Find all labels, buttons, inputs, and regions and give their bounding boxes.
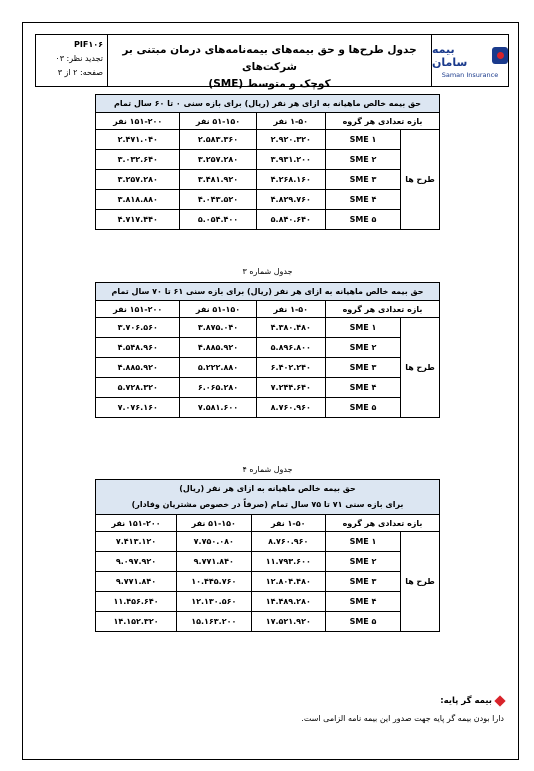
- value-cell: ۴.۷۱۷.۴۴۰: [96, 210, 180, 230]
- value-cell: ۴.۵۴۸.۹۶۰: [96, 338, 180, 358]
- value-cell: ۵.۸۹۶.۸۰۰: [256, 338, 325, 358]
- value-cell: ۳.۴۸۱.۹۲۰: [180, 170, 256, 190]
- value-cell: ۹.۷۷۱.۸۴۰: [177, 552, 251, 572]
- company-logo: [432, 35, 508, 86]
- table-row: [96, 318, 440, 338]
- plan-cell: SME ۱: [326, 130, 401, 150]
- table-row: [96, 358, 440, 378]
- value-cell: ۱۲.۱۳۰.۵۶۰: [177, 592, 251, 612]
- value-cell: ۲.۹۲۰.۳۲۰: [256, 130, 325, 150]
- table-row: [96, 150, 440, 170]
- table-row: [96, 210, 440, 230]
- base-insurer-note-body: دارا بودن بیمه گر پایه جهت صدور این بیمه نامه الزامی است.: [301, 714, 504, 723]
- column-header: ۵۱-۱۵۰ نفر: [180, 113, 256, 130]
- value-cell: ۳.۲۵۷.۲۸۰: [96, 170, 180, 190]
- value-cell: ۲.۴۷۱.۰۴۰: [96, 130, 180, 150]
- doc-page: صفحه: ۲ از ۳: [57, 68, 103, 77]
- value-cell: ۶.۰۶۵.۲۸۰: [180, 378, 256, 398]
- column-header: ۱۵۱-۲۰۰ نفر: [96, 301, 180, 318]
- value-cell: ۴.۰۴۳.۵۲۰: [180, 190, 256, 210]
- document-header: [35, 34, 509, 90]
- value-cell: ۱۵.۱۶۳.۲۰۰: [177, 612, 251, 632]
- value-cell: ۱۲.۸۰۴.۴۸۰: [251, 572, 325, 592]
- value-cell: ۳.۰۳۲.۶۴۰: [96, 150, 180, 170]
- plan-cell: SME ۴: [326, 190, 401, 210]
- plan-cell: SME ۱: [326, 532, 401, 552]
- plan-cell: SME ۵: [326, 398, 401, 418]
- table-row: [96, 398, 440, 418]
- table-row: [96, 130, 440, 150]
- value-cell: ۹.۰۹۷.۹۲۰: [96, 552, 177, 572]
- value-cell: ۵.۰۵۴.۴۰۰: [180, 210, 256, 230]
- plan-cell: SME ۳: [326, 358, 401, 378]
- value-cell: ۱۱.۷۹۳.۶۰۰: [251, 552, 325, 572]
- table-row: [96, 170, 440, 190]
- value-cell: ۴.۸۸۵.۹۲۰: [180, 338, 256, 358]
- value-cell: ۲.۵۸۳.۳۶۰: [180, 130, 256, 150]
- value-cell: ۳.۷۰۶.۵۶۰: [96, 318, 180, 338]
- value-cell: ۱۴.۴۸۹.۲۸۰: [251, 592, 325, 612]
- plan-cell: SME ۴: [326, 378, 401, 398]
- doc-code: PIF۱۰۶: [74, 40, 103, 49]
- value-cell: ۸.۷۶۰.۹۶۰: [251, 532, 325, 552]
- column-header: بازه تعدادی هر گروه: [326, 301, 440, 318]
- column-header: ۱-۵۰ نفر: [251, 515, 325, 532]
- plan-cell: SME ۳: [326, 170, 401, 190]
- column-header: بازه تعدادی هر گروه: [326, 515, 440, 532]
- column-header: ۵۱-۱۵۰ نفر: [177, 515, 251, 532]
- table-row: [96, 190, 440, 210]
- value-cell: ۳.۹۳۱.۲۰۰: [256, 150, 325, 170]
- plan-cell: SME ۵: [326, 210, 401, 230]
- table-caption: جدول شماره ۴: [242, 465, 293, 474]
- doc-title: [108, 35, 432, 90]
- premium-table-3: [95, 282, 440, 418]
- column-header: ۱-۵۰ نفر: [256, 113, 325, 130]
- value-cell: ۴.۲۶۸.۱۶۰: [256, 170, 325, 190]
- value-cell: ۸.۷۶۰.۹۶۰: [256, 398, 325, 418]
- value-cell: ۹.۷۷۱.۸۴۰: [96, 572, 177, 592]
- value-cell: ۷.۵۸۱.۶۰۰: [180, 398, 256, 418]
- plan-cell: SME ۵: [326, 612, 401, 632]
- value-cell: ۱۷.۵۲۱.۹۲۰: [251, 612, 325, 632]
- value-cell: ۷.۷۵۰.۰۸۰: [177, 532, 251, 552]
- base-insurer-note-title: [440, 696, 504, 706]
- doc-title-line2: کوچک و متوسط (SME): [208, 78, 331, 90]
- plan-cell: SME ۲: [326, 552, 401, 572]
- diamond-bullet-icon: [494, 695, 505, 706]
- column-header: ۱۵۱-۲۰۰ نفر: [96, 113, 180, 130]
- value-cell: ۴.۸۲۹.۷۶۰: [256, 190, 325, 210]
- value-cell: ۳.۸۷۵.۰۴۰: [180, 318, 256, 338]
- table-title: حق بیمه خالص ماهیانه به ازای هر نفر (ریال) برای بازه سنی ۶۱ تا ۷۰ سال تمام: [96, 283, 440, 301]
- value-cell: ۱۴.۱۵۲.۳۲۰: [96, 612, 177, 632]
- plan-cell: SME ۲: [326, 150, 401, 170]
- table-row: [96, 552, 440, 572]
- doc-title-line1: جدول طرح‌ها و حق بیمه‌های بیمه‌نامه‌های درمان مبتنی بر شرکت‌های: [122, 44, 417, 73]
- table-row: [96, 572, 440, 592]
- value-cell: ۶.۴۰۲.۲۴۰: [256, 358, 325, 378]
- logo-icon: [492, 47, 508, 64]
- column-header: ۱۵۱-۲۰۰ نفر: [96, 515, 177, 532]
- group-label: طرح ها: [401, 130, 440, 230]
- doc-revision: تجدید نظر: ۰۳: [55, 54, 103, 63]
- note-title-text: بیمه گر پایه:: [440, 696, 492, 706]
- plan-cell: SME ۳: [326, 572, 401, 592]
- column-header: ۱-۵۰ نفر: [256, 301, 325, 318]
- value-cell: ۷.۲۴۴.۶۴۰: [256, 378, 325, 398]
- value-cell: ۵.۷۲۸.۳۲۰: [96, 378, 180, 398]
- group-label: طرح ها: [401, 532, 440, 632]
- value-cell: ۱۱.۴۵۶.۶۴۰: [96, 592, 177, 612]
- value-cell: ۷.۰۷۶.۱۶۰: [96, 398, 180, 418]
- value-cell: ۳.۲۵۷.۲۸۰: [180, 150, 256, 170]
- plan-cell: SME ۲: [326, 338, 401, 358]
- logo-text-fa: بیمه سامان: [432, 42, 468, 69]
- table-row: [96, 532, 440, 552]
- column-header: ۵۱-۱۵۰ نفر: [180, 301, 256, 318]
- table-title-line1: حق بیمه خالص ماهیانه به ازای هر نفر (ریال): [179, 484, 356, 493]
- plan-cell: SME ۱: [326, 318, 401, 338]
- logo-text-en: Saman Insurance: [441, 70, 499, 79]
- premium-table-4: [95, 479, 440, 632]
- value-cell: ۴.۸۸۵.۹۲۰: [96, 358, 180, 378]
- table-title-line2: برای بازه سنی ۷۱ تا ۷۵ سال تمام (صرفاً در خصوص مشتریان وفادار): [131, 500, 404, 509]
- column-header: بازه تعدادی هر گروه: [326, 113, 440, 130]
- value-cell: ۵.۲۲۲.۸۸۰: [180, 358, 256, 378]
- value-cell: ۵.۸۴۰.۶۴۰: [256, 210, 325, 230]
- table-title: [96, 480, 440, 515]
- table-title: حق بیمه خالص ماهیانه به ازای هر نفر (ریال) برای بازه سنی ۰ تا ۶۰ سال تمام: [96, 95, 440, 113]
- premium-table-1: [95, 94, 440, 230]
- value-cell: ۷.۴۱۳.۱۲۰: [96, 532, 177, 552]
- group-label: طرح ها: [401, 318, 440, 418]
- table-row: [96, 612, 440, 632]
- value-cell: ۱۰.۴۴۵.۷۶۰: [177, 572, 251, 592]
- table-row: [96, 338, 440, 358]
- plan-cell: SME ۴: [326, 592, 401, 612]
- table-caption: جدول شماره ۳: [242, 267, 293, 276]
- value-cell: ۳.۸۱۸.۸۸۰: [96, 190, 180, 210]
- value-cell: ۴.۳۸۰.۴۸۰: [256, 318, 325, 338]
- table-row: [96, 378, 440, 398]
- doc-meta: [36, 35, 108, 86]
- table-row: [96, 592, 440, 612]
